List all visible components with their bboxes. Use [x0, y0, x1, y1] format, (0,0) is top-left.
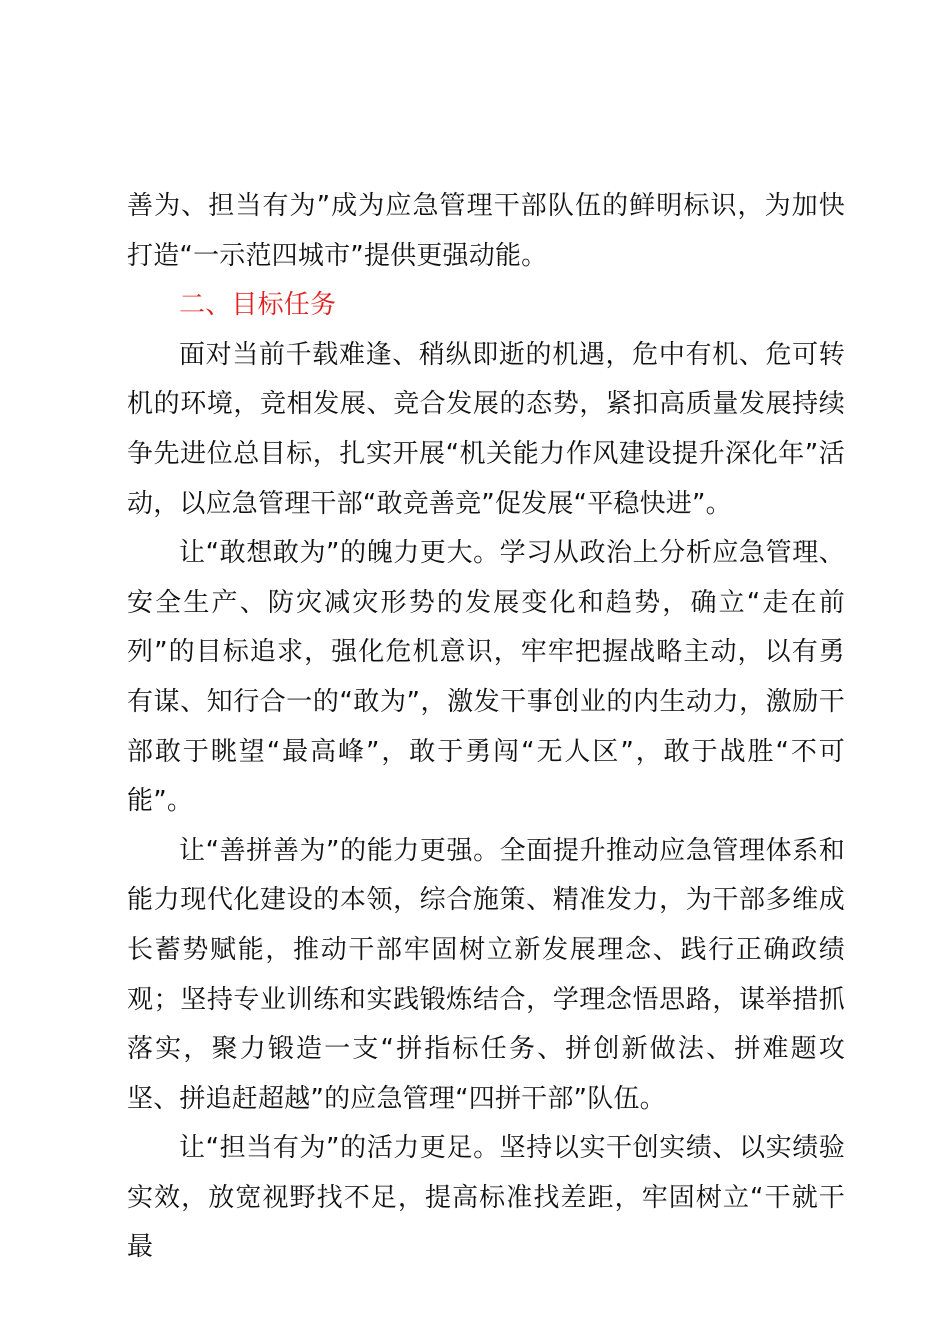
paragraph-responsibility: 让“担当有为”的活力更足。坚持以实干创实绩、以实绩验实效，放宽视野找不足，提高标准找差距，牢固树立“干就干最: [127, 1133, 845, 1263]
document-body: [127, 182, 845, 1273]
paragraph-dare: 让“敢想敢为”的魄力更大。学习从政治上分析应急管理、安全生产、防灾减灾形势的发展变化和趋势，确立“走在前列”的目标追求，强化危机意识，牢牢把握战略主动，以有勇有谋、知行合一的“敢为”，激发干事创业的内生动力，激励干部敢于眺望“最高峰”，敢于勇闯“无人区”，敢于战胜“不可能”。: [127, 538, 845, 817]
section-heading: 二、目标任务: [179, 290, 337, 321]
paragraph-overview: 面对当前千载难逢、稍纵即逝的机遇，危中有机、危可转机的环境，竞相发展、竞合发展的态势，紧扣高质量发展持续争先进位总目标，扎实开展“机关能力作风建设提升深化年”活动，以应急管理干部“敢竞善竞”促发展“平稳快进”。: [127, 339, 845, 519]
paragraph-strive: 让“善拼善为”的能力更强。全面提升推动应急管理体系和能力现代化建设的本领，综合施策、精准发力，为干部多维成长蓄势赋能，推动干部牢固树立新发展理念、践行正确政绩观；坚持专业训练和实践锻炼结合，学理念悟思路，谋举措抓落实，聚力锻造一支“拼指标任务、拼创新做法、拼难题攻坚、拼追赶超越”的应急管理“四拼干部”队伍。: [127, 835, 845, 1114]
paragraph-continuation: 善为、担当有为”成为应急管理干部队伍的鲜明标识，为加快打造“一示范四城市”提供更强动能。: [127, 191, 845, 271]
